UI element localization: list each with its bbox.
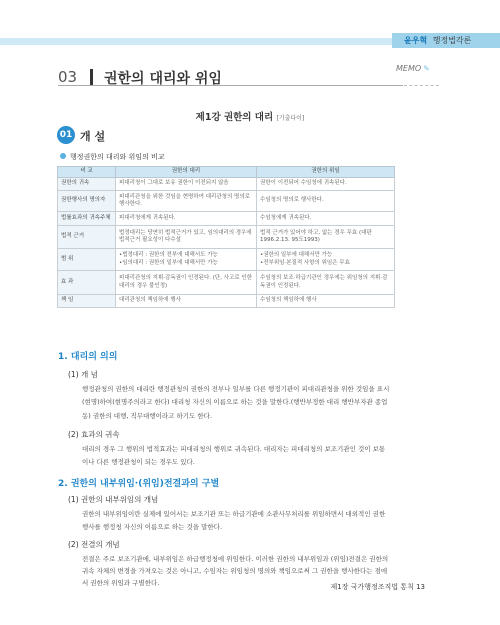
footer-text: 제1장 국가행정조직법 통칙 xyxy=(330,583,414,591)
bullet-icon xyxy=(60,153,66,159)
chapter-heading xyxy=(58,68,403,87)
table-cell: 수임청의 명의로 행사한다. xyxy=(257,191,395,212)
table-row xyxy=(58,249,395,271)
table-cell: 수임청의 책임하에 행사 xyxy=(257,295,395,308)
row-label: 법률효과의 귀속주체 xyxy=(58,212,116,226)
chapter-title: 권한의 대리와 위임 xyxy=(104,71,222,87)
subheading-concept: (1) 개 념 xyxy=(68,370,98,379)
table-cell: 권한이 이전되어 수임청에 귀속된다. xyxy=(257,178,395,191)
table-cell: 피대리청에게 귀속된다. xyxy=(116,212,257,226)
table-cell: 피대리관청의 지휘·감독권이 인정된다. (단, 사고로 인한 대리의 경우 불인정) xyxy=(116,271,257,295)
row-label: 효 과 xyxy=(58,271,116,295)
row-label: 범 위 xyxy=(58,249,116,271)
table-header-cell: 비 교 xyxy=(58,167,116,178)
table-cell: 피대리청이 그대로 보유 권한이 이전되지 않음 xyxy=(116,178,257,191)
subheading-final-decision: (2) 전결의 개념 xyxy=(68,540,120,549)
book-subject: 행정법각론 xyxy=(432,36,472,45)
table-row xyxy=(58,212,395,226)
table-caption xyxy=(60,152,165,162)
section-ref: [기출다이] xyxy=(276,115,305,122)
paragraph-concept: 행정관청의 권한의 대리란 행정관청의 권한의 전부나 일부를 다른 행정기관이 피대리관청을 위한 것임을 표시(현명)하여(현명주의라고 한다) 대리청 자신의 이름으로 하는 것을 말한다.(행반부정한 대리 행반부자관 종업동) 권한의 대행, 직무대행이라고 하기도 한다. xyxy=(82,385,390,420)
table-cell: 수임청의 보조·하급기관인 경우에는 위임청의 지휘·감독권이 인정된다. xyxy=(257,271,395,295)
book-author: 윤우혁 xyxy=(404,36,428,45)
table-row xyxy=(58,191,395,212)
heading-distinction: 2. 권한의 내부위임·(위임)전결과의 구별 xyxy=(58,479,220,489)
row-label: 권한의 귀속 xyxy=(58,178,116,191)
table-cell: •법정대리 : 권한의 전부에 대해서도 가능 •임의대리 : 권한의 일부에 대해서만 가능 xyxy=(116,249,257,271)
memo-label xyxy=(396,64,430,73)
page-number: 13 xyxy=(416,583,425,591)
paragraph-internal-delegation: 권한의 내부위임이란 실제에 있어서는 보조기관 또는 하급기관에 소관사무처리를 위임하면서 대외적인 권한행사를 행정청 자신의 이름으로 하는 것을 말한다. xyxy=(82,510,386,532)
paragraph-final-decision: 전결은 주로 보조기관에, 내부위임은 하급행정청에 위임한다. 이러한 권한의 내부위임과 (위임)전결은 권한의 귀속 자체의 변경을 가져오는 것은 아니고, 수임자는 위임청의 명의와 책임으로써 그 권한을 행사한다는 점에서 권한의 위임과 구별한다. xyxy=(82,555,389,587)
table-cell: 피대리관청을 위한 것임을 현명하여 대리관청의 명의로 행사한다. xyxy=(116,191,257,212)
section-title-text: 제1강 권한의 대리 xyxy=(195,112,274,123)
table-row xyxy=(58,226,395,249)
header-tab xyxy=(392,33,500,48)
row-label: 법적 근거 xyxy=(58,226,116,249)
table-caption-text: 행정권한의 대리와 위임의 비교 xyxy=(70,153,165,161)
heading-meaning: 1. 대리의 의의 xyxy=(58,352,118,362)
table-header-cell: 권한의 위임 xyxy=(257,167,395,178)
table-row xyxy=(58,178,395,191)
paragraph-effect: 대리의 경우 그 행위의 법적효과는 피대리청의 행위로 귀속된다. 대리자는 피대리청의 보조기관인 것이 보통이나 다른 행정관청이 되는 경우도 있다. xyxy=(82,445,386,467)
table-cell: 법적 근거가 있어야 하고, 없는 경우 무효 (대판 1996.2.13. 95도1993) xyxy=(257,226,395,249)
subheading-internal-delegation: (1) 권한의 내부위임의 개념 xyxy=(68,495,159,504)
memo-text: MEMO xyxy=(396,64,422,73)
chapter-separator xyxy=(90,69,93,85)
subheading-effect: (2) 효과의 귀속 xyxy=(68,430,120,439)
row-label: 권한행사의 명의자 xyxy=(58,191,116,212)
table-row xyxy=(58,271,395,295)
heading-overview: 개 설 xyxy=(80,130,106,143)
pencil-icon: ✎ xyxy=(423,64,430,73)
table-cell: 대리관청의 책임하에 행사 xyxy=(116,295,257,308)
section-title xyxy=(0,109,500,123)
table-cell: 법정대리는 당연히 법적근거가 있고, 임의대리의 경우에 법적근거 필요성이 다수설 xyxy=(116,226,257,249)
page-footer xyxy=(0,582,425,592)
chapter-number: 03 xyxy=(58,68,78,86)
table-header-cell: 권한의 대리 xyxy=(116,167,257,178)
table-cell: 수임청에게 귀속된다. xyxy=(257,212,395,226)
table-cell: •권한의 일부에 대해서만 가능 •전부위임·본질적 사항의 위임은 무효 xyxy=(257,249,395,271)
row-label: 책 임 xyxy=(58,295,116,308)
comparison-table xyxy=(57,166,395,308)
table-row xyxy=(58,295,395,308)
heading-badge: 01 xyxy=(57,126,75,144)
memo-line xyxy=(404,85,439,86)
table-header-row xyxy=(58,167,395,178)
